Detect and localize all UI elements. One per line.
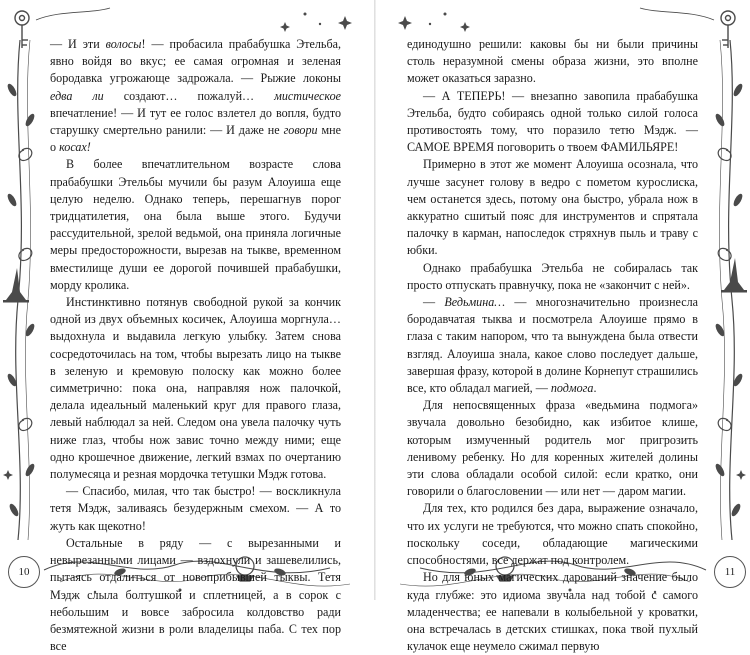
key-icon (721, 11, 735, 48)
page-number: 11 (714, 556, 746, 588)
witch-hat-icon (721, 258, 747, 293)
right-page-text (407, 36, 698, 655)
paragraph: Но для юных магических дарований значение было куда глубже: это идиома звучала над тобой с самого младенчества; ее напевали в колыбельной у кроватки, она встречалась в детских стишках, пока твой пухлый кулачок еще неумело сжимал первую (407, 570, 698, 654)
paragraph: — И эти волосы! — пробасила прабабушка Этельба, явно войдя во вкус; ее самая огромная и зеленая бородавка угрожающе задрожала. — Рыжие локоны едва ли создают… пожалуй… мистическое впечатление! — И тут ее голос взлетел до вопля, будто старушку смертельно ранили: — И даже не говори мне о косах! (50, 37, 342, 155)
paragraph: единодушно решили: каковы бы ни были причины столь неразумной смены образа жизни, это вполне может оказаться заразно. (407, 37, 698, 86)
page-number: 10 (8, 556, 40, 588)
left-page (0, 0, 375, 654)
paragraph: — Спасибо, милая, что так быстро! — воскликнула тетя Мэдж, заливаясь безудержным смехом. — А то жуть как щекотно! (50, 484, 341, 533)
witch-hat-icon (3, 268, 29, 303)
paragraph: Примерно в этот же момент Алоуиша осознала, что лучше засунет голову в ведро с пометом курослиска, чем останется здесь, потому она быстро, убрала нож в аккуратно сшитый пояс для инструментов и спрятала палочку в карман, напоследок стряхнув пыль и траву с юбки. (407, 157, 698, 258)
left-page-text (50, 36, 341, 655)
key-icon (15, 11, 29, 48)
paragraph: В более впечатлительном возрасте слова прабабушки Этельбы мучили бы разум Алоуиша еще целую неделю. Однако теперь, перешагнув порог тридцатилетия, она была выше этого. Будучи рассудительной, зрелой ведьмой, она приняла логичные меры предосторожности, вырезав на тыкве, временном вместилище души ее дорогой почившей прабабушки, морду кролика. (50, 157, 341, 292)
right-page (375, 0, 750, 654)
paragraph: — Ведьмина… — многозначительно произнесла бородавчатая тыква и посмотрела Алоуише прямо в глаза с таким напором, что та вынуждена была отвести взгляд. Алоуиша знала, какое слово последует дальше, завершая фразу, которой в долине Корнепут страшились все, кто обладал магией, — подмога. (407, 295, 698, 396)
paragraph: Для тех, кто родился без дара, выражение означало, что их услуги не требуются, что можно спать спокойно, поскольку соседи, обладающие магическими способностями, все держат под контролем. (407, 501, 698, 568)
paragraph: Инстинктивно потянув свободной рукой за кончик одной из двух объемных косичек, Алоуиша моргнула… выдохнула и выдавила легкую улыбку. Затем снова сосредоточилась на том, чтобы вырезать лицо на тыкве в зеленую и кремовую полоску как можно более симметричнo: пока она, направляя нож палочкой, делала идеальный маленький круг для правого глаза, левый наблюдал за ней. Следом она увела палочку чуть ниже глаз, чтобы нож завис точно между ними; еще одно крошечное движение, легкий взмах по очертанию полумесяца и резная мордочка тетушки Мэдж готова. (50, 295, 341, 482)
paragraph: — А ТЕПЕРЬ! — внезапно завопила прабабушка Этельба, будто собираясь одной только силой голоса противостоять тому, что поразило тетю Мэдж. — САМОЕ ВРЕМЯ поговорить о твоем ФАМИЛЬЯРЕ! (407, 88, 698, 155)
paragraph: Остальные в ряду — с вырезанными и невырезанными лицами — вздохнули и зашевелились, пытаясь отдалиться от новоприбывшей тыквы. Тетя Мэдж слыла болтушкой и сплетницей, а в сорок с небольшим и вовсе забросила колдовство ради безмятежной жизни в роли владелицы паба. С тех пор все (50, 535, 341, 654)
paragraph: Однако прабабушка Этельба не собиралась так просто отпускать правнучку, пока не «закончит с ней». (407, 260, 698, 292)
paragraph: Для непосвященных фраза «ведьмина подмога» звучала довольно безобидно, как избитое клише, которым измученный родитель мог пригрозить ленивому ребенку. Но для коренных жителей долины эти слова обладали особой силой: если кратко, они говорили о благословении — или нет — даром магии. (407, 398, 698, 499)
